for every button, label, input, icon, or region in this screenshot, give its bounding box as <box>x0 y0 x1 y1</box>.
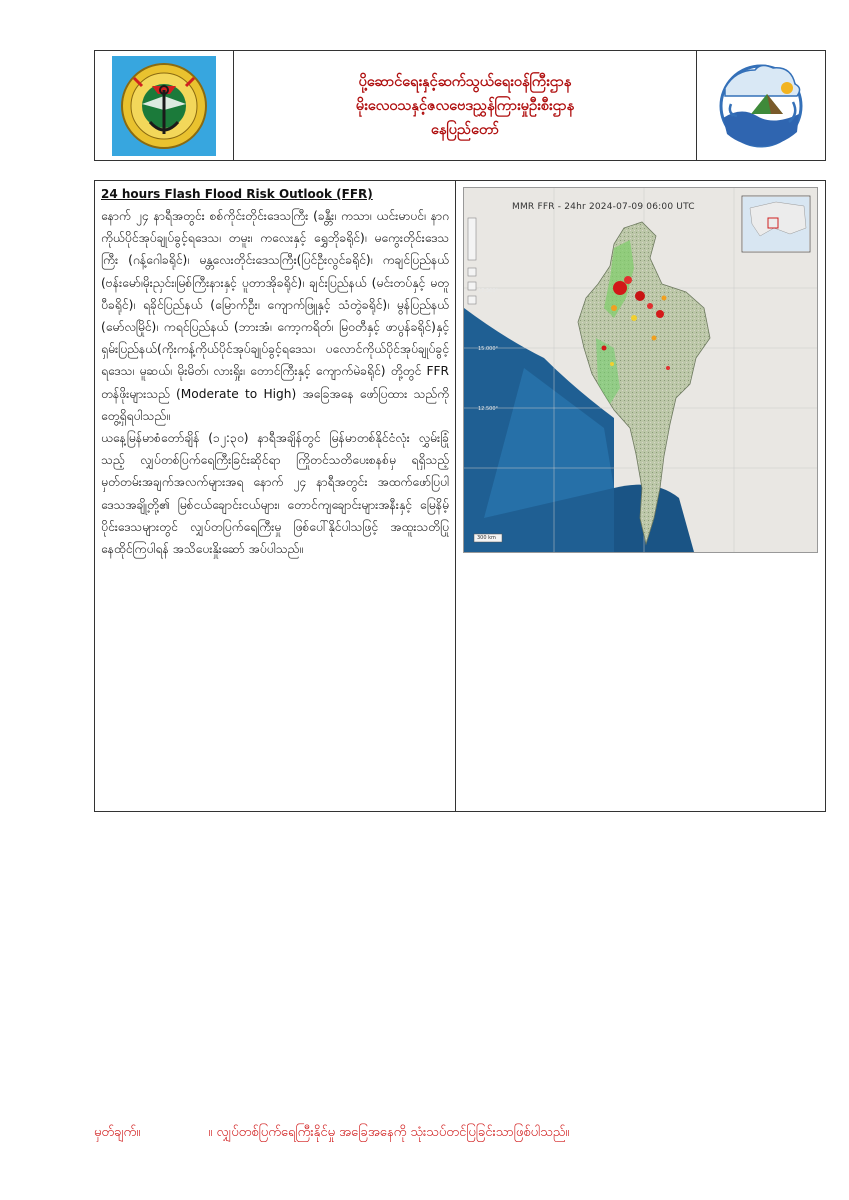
footer-note <box>94 1124 794 1143</box>
section-heading: 24 hours Flash Flood Risk Outlook (FFR) <box>101 187 373 201</box>
footer-note-text: ။ လျှပ်တစ်ပြက်ရေကြီးနိုင်မှု အခြေအနေကို သုံးသပ်တင်ပြခြင်းသာဖြစ်ပါသည်။ <box>208 1125 570 1140</box>
ministry-emblem-icon <box>112 56 216 156</box>
footer-note-label: မှတ်ချက်။ <box>94 1125 141 1140</box>
left-logo-cell <box>95 51 234 160</box>
ffr-map-graphic <box>464 188 817 552</box>
outlook-paragraph-2: ယနေ့မြန်မာစံတော်ချိန် (၁၂:၃၀) နာရီအချိန်တွင် မြန်မာတစ်နိုင်ငံလုံး လွှမ်းခြုံသည့် လျှပ်တစ်ပြက်ရေကြီးခြင်းဆိုင်ရာ ကြိုတင်သတိပေးစနစ်မှ ရရှိသည့် မှတ်တမ်းအချက်အလက်များအရ နောက် ၂၄ နာရီအတွင်း အထက်ဖော်ပြပါ ဒေသအချို့တို့၏ မြစ်ငယ်ချောင်းငယ်များ၊ တောင်ကျချောင်းများအနီးနှင့် မြေနိမ့်ပိုင်းဒေသများတွင် လျှပ်တပြက်ရေကြီးမှု ဖြစ်ပေါ်နိုင်ပါသဖြင့် အထူးသတိပြု နေထိုင်ကြပါရန် အသိပေးနှိုးဆော် အပ်ပါသည်။ <box>101 431 449 557</box>
outlook-text-cell <box>95 181 456 811</box>
outlook-section <box>94 180 826 812</box>
map-lat-label-3: 12.500° <box>478 406 498 412</box>
map-cell <box>456 181 825 811</box>
outlook-paragraph-1: နောက် ၂၄ နာရီအတွင်း စစ်ကိုင်းတိုင်းဒေသကြီး (ခန္တီး၊ ကသာ၊ ယင်းမာပင်၊ နာဂကိုယ်ပိုင်အုပ်ချုပ်ခွင့်ရဒေသ၊ တမူး၊ ကလေးနှင့် ရွှေဘိုခရိုင်)၊ မကွေးတိုင်းဒေသကြီး (ဂန့်ဂေါခရိုင်)၊ မန္တလေးတိုင်းဒေသကြီး(ပြင်ဦးလွင်ခရိုင်)၊ ကချင်ပြည်နယ် (ဗန်းမော်၊မိုးညှင်း၊မြစ်ကြီးနားနှင့် ပူတာအိုခရိုင်)၊ ချင်းပြည်နယ် (မင်းတပ်နှင့် မတူပီခရိုင်)၊ ရခိုင်ပြည်နယ် (မြောက်ဦး၊ ကျောက်ဖြူနှင့် သံတွဲခရိုင်)၊ မွန်ပြည်နယ် (မော်လမြိုင်)၊ ကရင်ပြည်နယ် (ဘားအံ၊ ကော့ကရိတ်၊ မြဝတီနှင့် ဖာပွန်ခရိုင်)နှင့် ရှမ်းပြည်နယ်(ကိုးကန့်ကိုယ်ပိုင်အုပ်ချုပ်ခွင့်ရဒေသ၊ ပလောင်ကိုယ်ပိုင်အုပ်ချုပ်ခွင့်ရဒေသ၊ မူဆယ်၊ မိုးမိတ်၊ လားရှိုး၊ တောင်ကြီးနှင့် ကျောက်မဲခရိုင်) တို့တွင် FFR တန်ဖိုးများသည် (Moderate to High) အခြေအနေ ဖော်ပြထား သည်ကို တွေ့ရှိရပါသည်။ <box>101 209 449 423</box>
map-lat-label-1: 17.500° <box>478 288 498 294</box>
hydrology-emblem-icon <box>711 58 811 154</box>
ffr-map <box>463 187 818 553</box>
map-lat-label-2: 15.000° <box>478 346 498 352</box>
location-name: နေပြည်တော် <box>430 121 500 138</box>
department-name: မိုးလေဝသနှင့်ဇလဗေဒညွှန်ကြားမှုဦးစီးဌာန <box>355 97 575 114</box>
header-title-block <box>234 51 697 160</box>
map-title: MMR FFR - 24hr 2024-07-09 06:00 UTC <box>512 202 695 212</box>
inset-map <box>742 196 810 252</box>
document-header <box>94 50 826 161</box>
ministry-name: ပို့ဆောင်ရေးနှင့်ဆက်သွယ်ရေးဝန်ကြီးဌာန <box>358 73 572 90</box>
right-logo-cell <box>697 51 825 160</box>
map-scale-bar: 300 km <box>477 535 496 541</box>
